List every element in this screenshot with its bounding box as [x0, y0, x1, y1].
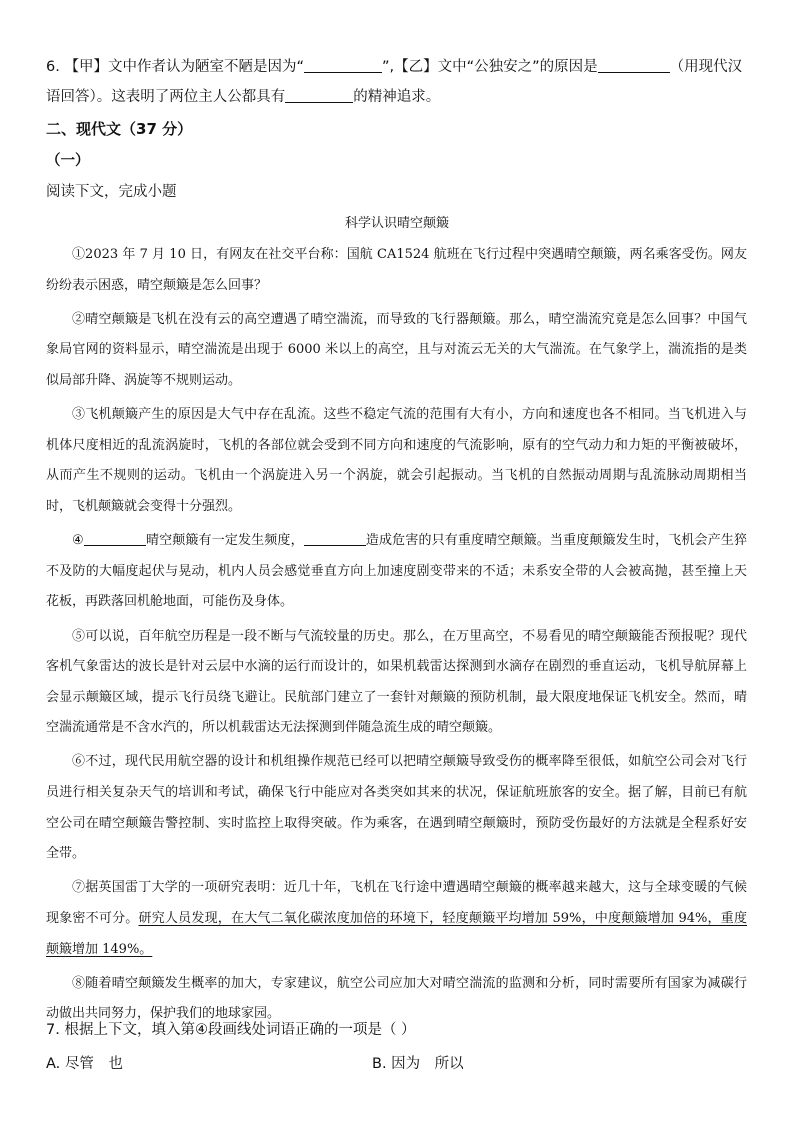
- paragraph-3: ③飞机颠簸产生的原因是大气中存在乱流。这些不稳定气流的范围有大有小，方向和速度也各不相同。当飞机进入与机体尺度相近的乱流涡旋时，飞机的各部位就会受到不同方向和速度的气流影响，原有的空气动力和力矩的平衡被破坏，从而产生不规则的运动。飞机由一个涡旋进入另一个涡旋，就会引起振动。当飞机的自然振动周期与乱流脉动周期相当时，飞机颠簸就会变得十分强烈。: [46, 407, 747, 514]
- paragraph-7-lead: ⑦据英国雷丁大学的一项研究表明：近几十年，飞机在飞行途中遭遇晴空颠簸的概率越来越大，这与全球变暖的气候现象密不可分。: [46, 880, 747, 927]
- q6-text-2: ”,【乙】文中“公独安之”的原因是: [381, 59, 598, 75]
- section-heading: 二、现代文（37 分）: [46, 120, 193, 138]
- paragraph-4-mid: 晴空颠簸有一定发生频度，: [145, 533, 304, 549]
- q6-text-1: 【甲】文中作者认为陋室不陋是因为“: [64, 59, 304, 75]
- fill-blank-1[interactable]: [84, 531, 146, 546]
- question-6: [46, 52, 751, 112]
- question-7-stem: 7. 根据上下文，填入第④段画线处词语正确的一项是（ ）: [46, 1022, 416, 1038]
- q6-text-4: 的精神追求。: [353, 89, 441, 105]
- q6-number: 6.: [46, 59, 60, 75]
- subsection-heading: （一）: [46, 153, 90, 169]
- paragraph-5: ⑤可以说，百年航空历程是一段不断与气流较量的历史。那么，在万里高空，不易看见的晴空颠簸能否预报呢？现代客机气象雷达的波长是针对云层中水滴的运行而设计的，如果机载雷达探测到水滴存在剧烈的垂直运动，飞机导航屏幕上会显示颠簸区域，提示飞行员绕飞避让。民航部门建立了一套针对颠簸的预防机制，最大限度地保证飞机安全。然而，晴空湍流通常是不含水汽的，所以机载雷达无法探测到伴随急流生成的晴空颠簸。: [46, 628, 747, 736]
- paragraph-4-lead: ④: [72, 533, 84, 549]
- paragraph-8: ⑧随着晴空颠簸发生概率的加大，专家建议，航空公司应加大对晴空湍流的监测和分析，同时需要所有国家为减碳行动做出共同努力，保护我们的地球家园。: [46, 975, 747, 1022]
- paragraph-4-rest: 造成危害的只有重度晴空颠簸。当重度颠簸发生时，飞机会产生猝不及防的大幅度起伏与晃动，机内人员会感觉垂直方向上加速度剧变带来的不适；未系安全带的人会被高抛，甚至撞上天花板，再跌落回机舱地面，可能伤及身体。: [46, 533, 747, 610]
- q6-text-3: （用现代汉语回答）。这表明了两位主人公都具有: [46, 59, 743, 105]
- paragraph-1: ①2023 年 7 月 10 日，有网友在社交平台称：国航 CA1524 航班在飞行过程中突遇晴空颠簸，两名乘客受伤。网友纷纷表示困惑，晴空颠簸是怎么回事？: [46, 247, 747, 293]
- paragraph-4: [46, 526, 747, 618]
- article-title: 科学认识晴空颠簸: [344, 216, 449, 231]
- answer-blank-3[interactable]: [285, 86, 353, 103]
- paragraph-7: [46, 873, 747, 965]
- fill-blank-2[interactable]: [304, 531, 366, 546]
- paragraph-7-underlined: 研究人员发现，在大气二氧化碳浓度加倍的环境下，轻度颠簸平均增加 59%，中度颠簸增加 94%，重度颠簸增加 149%。: [46, 911, 747, 957]
- paragraph-6: ⑥不过，现代民用航空器的设计和机组操作规范已经可以把晴空颠簸导致受伤的概率降至很低，如航空公司会对飞行员进行相关复杂天气的培训和考试，确保飞行中能应对各类突如其来的状况，保证航班旅客的安全。据了解，目前已有航空公司在晴空颠簸告警控制、实时监控上取得突破。作为乘客，在遇到晴空颠簸时，预防受伤最好的方法就是全程系好安全带。: [46, 754, 747, 862]
- paragraph-2: ②晴空颠簸是飞机在没有云的高空遭遇了晴空湍流，而导致的飞行器颠簸。那么，晴空湍流究竟是怎么回事？中国气象局官网的资料显示，晴空湍流是出现于 6000 米以上的高空，且与对流云无关的大气湍流。在气象学上，湍流指的是类似局部升降、涡旋等不规则运动。: [46, 311, 747, 388]
- answer-blank-1[interactable]: [304, 56, 382, 73]
- article-body: [46, 240, 747, 1034]
- option-a[interactable]: A. 尽管 也: [46, 1056, 123, 1072]
- reading-instruction: 阅读下文，完成小题: [46, 184, 177, 200]
- answer-blank-2[interactable]: [598, 56, 670, 73]
- option-b[interactable]: B. 因为 所以: [372, 1056, 464, 1072]
